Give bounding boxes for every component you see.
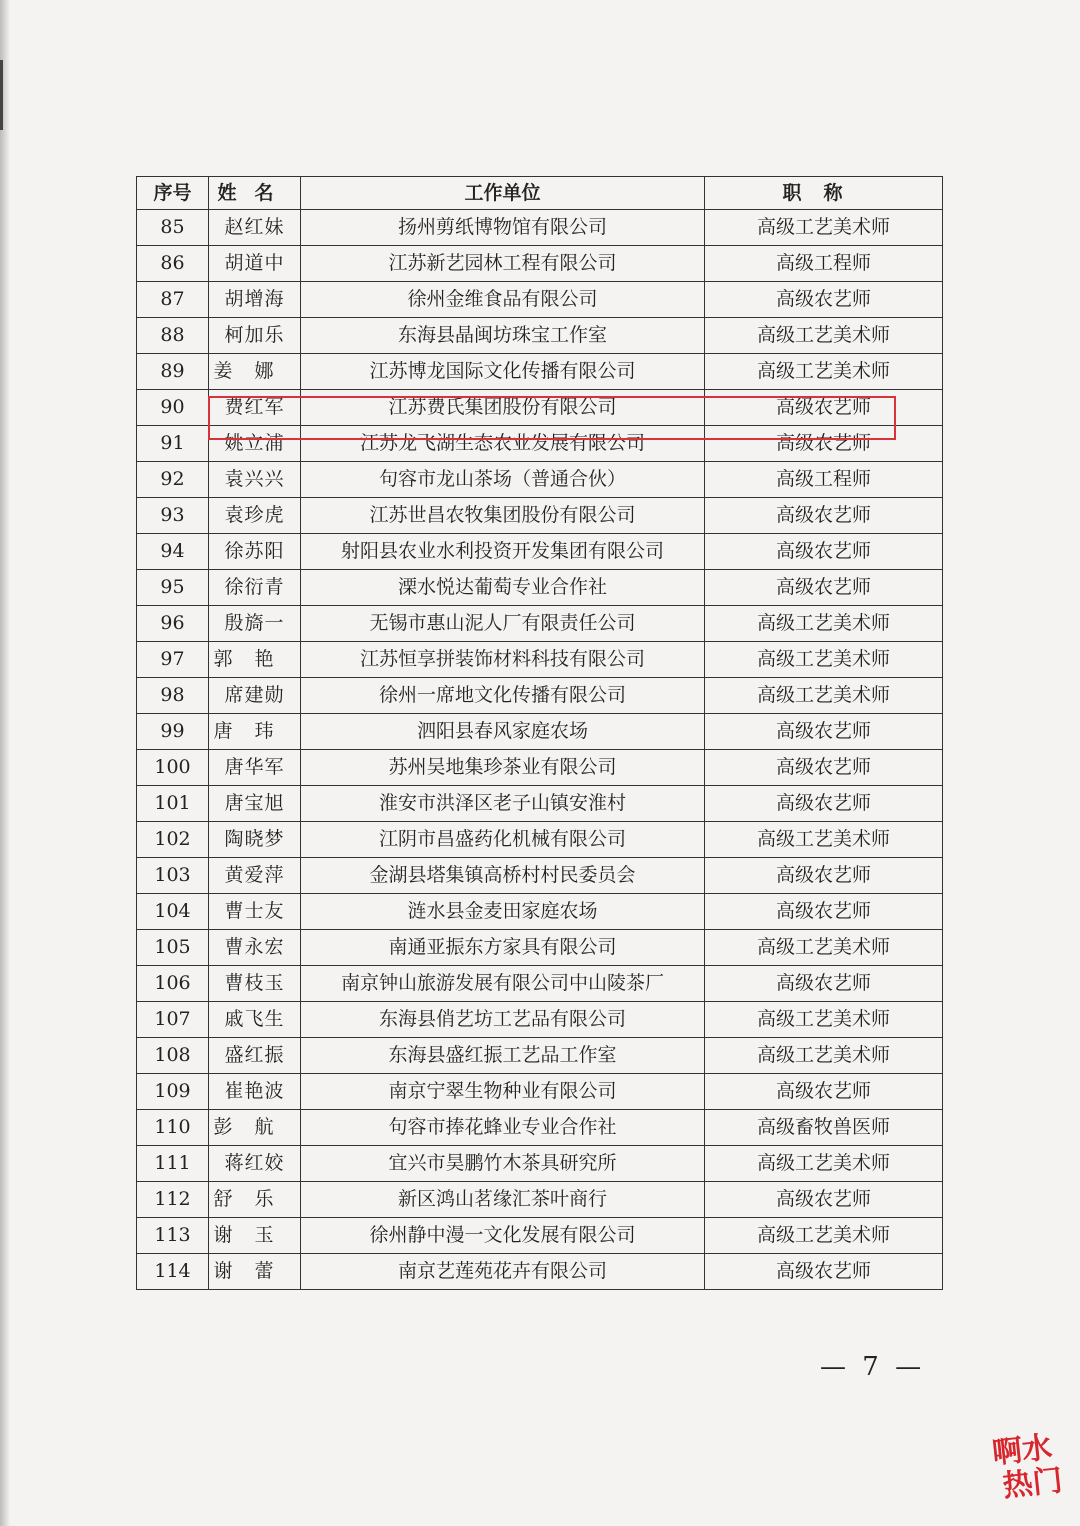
table-row [137,354,943,390]
table-row [137,282,943,318]
cell-unit: 南京钟山旅游发展有限公司中山陵茶厂 [301,966,705,1002]
cell-title: 高级农艺师 [705,498,943,534]
cell-name: 唐宝旭 [209,786,301,822]
table-row [137,498,943,534]
cell-no: 86 [137,246,209,282]
table-row [137,642,943,678]
cell-title: 高级农艺师 [705,534,943,570]
cell-title: 高级农艺师 [705,282,943,318]
cell-unit: 淮安市洪泽区老子山镇安淮村 [301,786,705,822]
page-number: — 7 — [820,1352,926,1382]
cell-unit: 徐州金维食品有限公司 [301,282,705,318]
cell-no: 85 [137,210,209,246]
cell-unit: 句容市龙山茶场（普通合伙） [301,462,705,498]
roster-table [136,176,943,1290]
table-row [137,1146,943,1182]
cell-title: 高级农艺师 [705,1074,943,1110]
table-row [137,1254,943,1290]
watermark-line2: 热门 [1001,1463,1065,1505]
cell-no: 98 [137,678,209,714]
cell-unit: 江苏恒享拼装饰材料科技有限公司 [301,642,705,678]
table-row [137,606,943,642]
cell-name: 曹士友 [209,894,301,930]
table-body [137,210,943,1290]
cell-title: 高级工艺美术师 [705,642,943,678]
cell-unit: 句容市捧花蜂业专业合作社 [301,1110,705,1146]
cell-name: 徐衍青 [209,570,301,606]
cell-no: 99 [137,714,209,750]
cell-unit: 扬州剪纸博物馆有限公司 [301,210,705,246]
cell-unit: 江苏费氏集团股份有限公司 [301,390,705,426]
binding-mark [0,60,3,130]
cell-name: 徐苏阳 [209,534,301,570]
cell-unit: 江苏世昌农牧集团股份有限公司 [301,498,705,534]
cell-unit: 东海县盛红振工艺品工作室 [301,1038,705,1074]
page-edge-shadow [0,0,10,1526]
cell-no: 101 [137,786,209,822]
cell-unit: 江苏龙飞湖生态农业发展有限公司 [301,426,705,462]
cell-title: 高级农艺师 [705,390,943,426]
cell-name: 席建勋 [209,678,301,714]
cell-title: 高级工艺美术师 [705,1002,943,1038]
cell-title: 高级畜牧兽医师 [705,1110,943,1146]
cell-title: 高级农艺师 [705,1182,943,1218]
cell-name: 赵红妹 [209,210,301,246]
watermark-logo [981,1432,1067,1504]
cell-title: 高级工程师 [705,246,943,282]
cell-title: 高级农艺师 [705,966,943,1002]
table-row [137,750,943,786]
table-row [137,1182,943,1218]
cell-name: 胡道中 [209,246,301,282]
cell-no: 96 [137,606,209,642]
cell-name: 彭航 [209,1110,301,1146]
cell-unit: 江阴市昌盛药化机械有限公司 [301,822,705,858]
cell-unit: 南通亚振东方家具有限公司 [301,930,705,966]
cell-no: 97 [137,642,209,678]
table-row [137,858,943,894]
cell-no: 100 [137,750,209,786]
cell-name: 姜娜 [209,354,301,390]
cell-title: 高级工艺美术师 [705,822,943,858]
cell-title: 高级农艺师 [705,786,943,822]
cell-title: 高级农艺师 [705,894,943,930]
cell-name: 唐玮 [209,714,301,750]
cell-title: 高级工艺美术师 [705,210,943,246]
cell-name: 费红军 [209,390,301,426]
table-row [137,210,943,246]
table-row [137,570,943,606]
cell-title: 高级工艺美术师 [705,678,943,714]
cell-name: 谢玉 [209,1218,301,1254]
table-row [137,1002,943,1038]
cell-name: 黄爱萍 [209,858,301,894]
cell-no: 107 [137,1002,209,1038]
cell-title: 高级农艺师 [705,1254,943,1290]
cell-unit: 南京宁翠生物种业有限公司 [301,1074,705,1110]
cell-title: 高级工程师 [705,462,943,498]
cell-unit: 无锡市惠山泥人厂有限责任公司 [301,606,705,642]
cell-unit: 泗阳县春风家庭农场 [301,714,705,750]
cell-title: 高级农艺师 [705,426,943,462]
cell-no: 112 [137,1182,209,1218]
cell-name: 唐华军 [209,750,301,786]
cell-no: 90 [137,390,209,426]
cell-unit: 金湖县塔集镇高桥村村民委员会 [301,858,705,894]
cell-name: 袁兴兴 [209,462,301,498]
cell-name: 蒋红姣 [209,1146,301,1182]
table-row [137,1218,943,1254]
cell-name: 柯加乐 [209,318,301,354]
watermark-line1: 啊水 [990,1430,1054,1472]
cell-name: 郭艳 [209,642,301,678]
cell-title: 高级农艺师 [705,858,943,894]
cell-no: 93 [137,498,209,534]
header-name: 姓名 [209,177,301,210]
table-row [137,1110,943,1146]
cell-name: 殷旖一 [209,606,301,642]
cell-unit: 徐州一席地文化传播有限公司 [301,678,705,714]
table-row [137,930,943,966]
cell-no: 92 [137,462,209,498]
table-row [137,246,943,282]
cell-no: 110 [137,1110,209,1146]
cell-unit: 东海县晶闽坊珠宝工作室 [301,318,705,354]
cell-unit: 江苏新艺园林工程有限公司 [301,246,705,282]
cell-title: 高级工艺美术师 [705,930,943,966]
header-no: 序号 [137,177,209,210]
cell-name: 陶晓梦 [209,822,301,858]
cell-unit: 射阳县农业水利投资开发集团有限公司 [301,534,705,570]
cell-no: 87 [137,282,209,318]
table-row [137,966,943,1002]
table-row [137,678,943,714]
cell-title: 高级工艺美术师 [705,318,943,354]
table-row [137,1074,943,1110]
cell-name: 胡增海 [209,282,301,318]
cell-unit: 江苏博龙国际文化传播有限公司 [301,354,705,390]
cell-unit: 南京艺莲苑花卉有限公司 [301,1254,705,1290]
table-row [137,786,943,822]
cell-title: 高级工艺美术师 [705,606,943,642]
cell-no: 113 [137,1218,209,1254]
cell-no: 104 [137,894,209,930]
cell-title: 高级工艺美术师 [705,1146,943,1182]
cell-title: 高级工艺美术师 [705,354,943,390]
cell-no: 91 [137,426,209,462]
cell-name: 崔艳波 [209,1074,301,1110]
highlight-box [208,396,896,440]
cell-name: 曹永宏 [209,930,301,966]
cell-no: 88 [137,318,209,354]
cell-title: 高级工艺美术师 [705,1038,943,1074]
roster-table-container [136,176,942,1290]
cell-name: 袁珍虎 [209,498,301,534]
cell-no: 89 [137,354,209,390]
cell-title: 高级工艺美术师 [705,1218,943,1254]
cell-no: 103 [137,858,209,894]
cell-no: 111 [137,1146,209,1182]
cell-unit: 新区鸿山茗缘汇茶叶商行 [301,1182,705,1218]
table-header-row [137,177,943,210]
cell-title: 高级农艺师 [705,714,943,750]
cell-name: 曹枝玉 [209,966,301,1002]
header-unit: 工作单位 [301,177,705,210]
cell-unit: 苏州吴地集珍茶业有限公司 [301,750,705,786]
cell-no: 94 [137,534,209,570]
cell-unit: 涟水县金麦田家庭农场 [301,894,705,930]
cell-no: 102 [137,822,209,858]
cell-unit: 东海县俏艺坊工艺品有限公司 [301,1002,705,1038]
cell-no: 108 [137,1038,209,1074]
cell-unit: 溧水悦达葡萄专业合作社 [301,570,705,606]
cell-no: 106 [137,966,209,1002]
cell-no: 105 [137,930,209,966]
cell-name: 盛红振 [209,1038,301,1074]
cell-title: 高级农艺师 [705,570,943,606]
cell-name: 谢蕾 [209,1254,301,1290]
header-title: 职称 [705,177,943,210]
cell-no: 109 [137,1074,209,1110]
table-row [137,534,943,570]
table-row [137,318,943,354]
cell-no: 95 [137,570,209,606]
cell-title: 高级农艺师 [705,750,943,786]
table-row [137,1038,943,1074]
cell-unit: 宜兴市昊鹏竹木茶具研究所 [301,1146,705,1182]
cell-name: 戚飞生 [209,1002,301,1038]
table-row [137,894,943,930]
cell-unit: 徐州静中漫一文化发展有限公司 [301,1218,705,1254]
table-row [137,822,943,858]
cell-no: 114 [137,1254,209,1290]
cell-name: 姚立浦 [209,426,301,462]
cell-name: 舒乐 [209,1182,301,1218]
table-row [137,714,943,750]
table-row [137,462,943,498]
